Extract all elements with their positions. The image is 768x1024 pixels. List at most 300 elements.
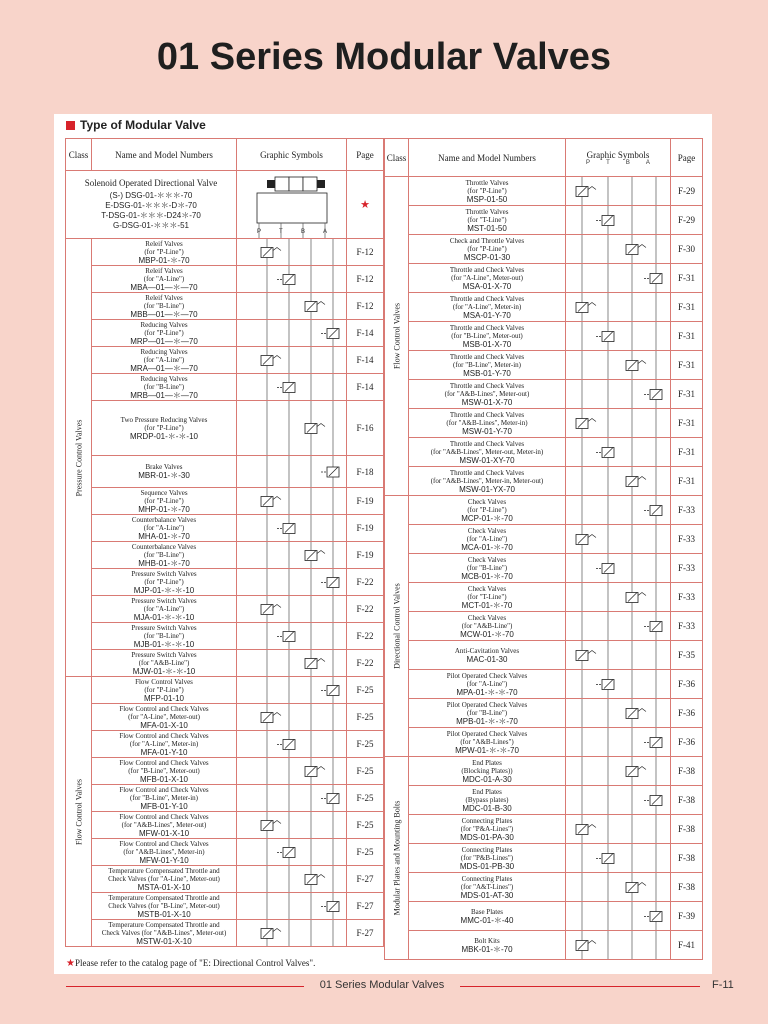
model-number: MRP—01—＊—70 (130, 336, 198, 346)
valve-name: Reducing Valves (140, 374, 188, 383)
footnote (66, 958, 315, 969)
valve-symbol (566, 409, 671, 438)
footnote-text: Please refer to the catalog page of "E: Directional Control Valves". (74, 958, 316, 968)
graphic-symbol-cell (566, 902, 671, 931)
row-page-cell: F-41 (671, 931, 703, 960)
valve-line-note: (for "A-Line") (143, 523, 185, 532)
class-cell (385, 496, 409, 757)
valve-symbol (237, 731, 347, 758)
port-label: P (257, 229, 262, 235)
graphic-symbol-cell (237, 293, 347, 320)
graphic-symbol-cell (566, 641, 671, 670)
valve-symbol (566, 467, 671, 496)
valve-line-note: (for "P-Line") (144, 328, 184, 337)
graphic-symbol-cell (566, 177, 671, 206)
row-name-cell (409, 177, 566, 206)
valve-name: Releif Valves (145, 239, 183, 248)
star-icon: ★ (360, 199, 370, 211)
table-row (385, 786, 703, 815)
valve-symbol (237, 239, 347, 266)
table-row (385, 322, 703, 351)
model-number: MFW-01-X-10 (138, 828, 190, 838)
row-page-cell: F-31 (671, 351, 703, 380)
model-number: MBP-01-＊-70 (138, 255, 190, 265)
graphic-symbol-cell (566, 931, 671, 960)
valve-symbol (566, 873, 671, 902)
solenoid-valve-symbol (237, 171, 347, 239)
graphic-symbol-cell (566, 554, 671, 583)
valve-line-note: (for "B-Line", Meter-out) (128, 766, 200, 775)
model-number: MCT-01-＊-70 (461, 600, 513, 610)
valve-line-note: (for "B-Line") (143, 631, 185, 640)
valve-name: Connecting Plates (461, 874, 513, 883)
graphic-symbol-cell (566, 438, 671, 467)
model-number: MJP-01-＊-＊-10 (133, 585, 195, 595)
valve-line-note: (for "A-Line") (466, 534, 508, 543)
table-row (66, 623, 384, 650)
row-name-cell (409, 293, 566, 322)
table-row (385, 612, 703, 641)
port-t-label: T (606, 159, 610, 166)
row-name-cell (409, 235, 566, 264)
valve-line-note: (for "A&B-Lines", Meter-out, Meter-in) (430, 447, 544, 456)
row-page-cell: F-27 (347, 866, 384, 893)
valve-name: Throttle and Check Valves (449, 381, 525, 390)
row-name-cell (409, 554, 566, 583)
header-symbols-label: Graphic Symbols (586, 149, 650, 160)
model-number: MSB-01-X-70 (462, 339, 512, 349)
graphic-symbol-cell (566, 786, 671, 815)
valve-line-note: (for "A&B-Line") (461, 621, 513, 630)
row-name-cell (409, 757, 566, 786)
valve-symbol (566, 844, 671, 873)
header-page: Page (347, 139, 384, 171)
row-page-cell: F-25 (347, 731, 384, 758)
valve-symbol (566, 728, 671, 757)
class-label: Pressure Control Valves (74, 419, 83, 496)
row-name-cell (92, 293, 237, 320)
spring-mark (638, 593, 646, 596)
valve-line-note: (for "T-Line") (467, 592, 507, 601)
row-page-cell: F-25 (347, 839, 384, 866)
row-page-cell: F-38 (671, 757, 703, 786)
row-name-cell (92, 731, 237, 758)
graphic-symbol-cell (237, 456, 347, 488)
valve-symbol (566, 438, 671, 467)
graphic-symbol-cell (237, 569, 347, 596)
row-name-cell (409, 844, 566, 873)
valve-line-note: (for "A-Line", Meter-in) (129, 739, 199, 748)
valve-symbol (566, 496, 671, 525)
model-number: MRA—01—＊—70 (130, 363, 198, 373)
valve-symbol (237, 488, 347, 515)
valve-name: Releif Valves (145, 266, 183, 275)
valve-name: Throttle Valves (465, 207, 509, 216)
graphic-symbol-cell (237, 320, 347, 347)
valve-symbol (566, 322, 671, 351)
model-number: MPA-01-＊-＊-70 (456, 687, 518, 697)
row-name-cell (409, 612, 566, 641)
row-name-cell (92, 456, 237, 488)
valve-line-note: (for "A-Line") (143, 274, 185, 283)
row-name-cell (409, 786, 566, 815)
table-row (385, 815, 703, 844)
class-label: Modular Plates and Mounting Bolts (392, 800, 401, 916)
valve-line-note: (for "A-Line") (143, 604, 185, 613)
valve-line-note: (for "A-Line", Meter-in) (452, 302, 522, 311)
valve-symbol (566, 380, 671, 409)
row-name-cell (409, 467, 566, 496)
row-name-cell (92, 812, 237, 839)
table-row (385, 931, 703, 960)
page-title: 01 Series Modular Valves (156, 36, 612, 78)
row-page-cell: F-33 (671, 612, 703, 641)
graphic-symbol-cell (237, 731, 347, 758)
class-label: Flow Control Valves (392, 302, 401, 370)
model-number: MSW-01-YX-70 (459, 484, 515, 494)
valve-name: Check Valves (467, 526, 507, 535)
model-number: MSW-01-Y-70 (462, 426, 512, 436)
section-heading-text: Type of Modular Valve (80, 118, 206, 132)
model-number: MSTA-01-X-10 (137, 882, 191, 892)
valve-line-note: (for "A&B-Lines", Meter-in) (123, 847, 205, 856)
valve-line-note: (for "A&B-Lines") (460, 737, 514, 746)
footer-page-number: F-11 (712, 979, 734, 991)
header-name: Name and Model Numbers (92, 139, 237, 171)
valve-symbol (566, 786, 671, 815)
model-number: MJW-01-＊-＊-10 (132, 666, 196, 676)
spring-mark (317, 767, 325, 770)
table-row (385, 235, 703, 264)
model-number: MSP-01-50 (466, 194, 508, 204)
footer-rule-left (66, 986, 304, 987)
row-page-cell: F-38 (671, 786, 703, 815)
row-page-cell: F-12 (347, 239, 384, 266)
row-page-cell: F-36 (671, 670, 703, 699)
row-name-cell (409, 351, 566, 380)
graphic-symbol-cell (566, 583, 671, 612)
table-row (66, 731, 384, 758)
row-name-cell (409, 409, 566, 438)
class-label: Flow Control Valves (74, 778, 83, 845)
graphic-symbol-cell (237, 812, 347, 839)
spring-mark (638, 709, 646, 712)
graphic-symbol-cell (566, 322, 671, 351)
table-row (385, 641, 703, 670)
row-name-cell (92, 374, 237, 401)
spring-mark (273, 713, 281, 716)
row-name-cell (92, 401, 237, 456)
table-row (385, 728, 703, 757)
spring-mark (317, 302, 325, 305)
graphic-symbol-cell (566, 235, 671, 264)
model-number: MCW-01-＊-70 (460, 629, 514, 639)
row-page-cell: F-22 (347, 650, 384, 677)
valve-name: Pilot Operated Check Valves (446, 729, 528, 738)
valve-name: Bolt Kits (474, 936, 500, 945)
valve-symbol (237, 920, 347, 947)
table-row (66, 812, 384, 839)
table-row (385, 583, 703, 612)
valve-name: Reducing Valves (140, 320, 188, 329)
solenoid-mark (267, 180, 275, 188)
model-number: MAC-01-30 (466, 654, 508, 664)
model-number: MSTW-01-X-10 (136, 936, 192, 946)
manifold-outline (257, 193, 327, 223)
valve-name: Sequence Valves (140, 488, 188, 497)
row-name-cell (92, 785, 237, 812)
row-page-cell: F-33 (671, 525, 703, 554)
table-row (66, 569, 384, 596)
spring-mark (317, 659, 325, 662)
graphic-symbol-cell (237, 374, 347, 401)
model-number: MCA-01-＊-70 (461, 542, 513, 552)
spring-mark (273, 821, 281, 824)
spring-mark (317, 424, 325, 427)
graphic-symbol-cell (237, 488, 347, 515)
model-number: MFB-01-Y-10 (140, 801, 188, 811)
valve-symbol (237, 839, 347, 866)
header-class: Class (385, 139, 409, 177)
right-valve-table (384, 138, 703, 960)
valve-name: Two Pressure Reducing Valves (120, 415, 208, 424)
row-page-cell: F-14 (347, 320, 384, 347)
valve-box (275, 177, 289, 191)
valve-name: Brake Valves (145, 463, 183, 471)
valve-name: Check Valves (467, 555, 507, 564)
valve-name: Flow Control and Check Valves (119, 758, 209, 767)
table-header-row (385, 139, 703, 177)
row-page-cell: F-31 (671, 467, 703, 496)
port-b-label: B (625, 159, 630, 166)
valve-line-note: (for "T-Line") (467, 215, 507, 224)
valve-symbol (237, 456, 347, 488)
graphic-symbol-cell (237, 866, 347, 893)
section-heading (66, 118, 206, 132)
valve-symbol (237, 401, 347, 456)
valve-name: Pilot Operated Check Valves (446, 700, 528, 709)
row-name-cell (409, 670, 566, 699)
spring-mark (638, 477, 646, 480)
table-row (66, 650, 384, 677)
table-row (385, 467, 703, 496)
model-number: MFP-01-10 (143, 693, 184, 703)
valve-name: Flow Control and Check Valves (119, 812, 209, 821)
spring-mark (588, 651, 596, 654)
graphic-symbol-cell (237, 347, 347, 374)
footer-rule-right (460, 986, 700, 987)
valve-line-note: (for "B-Line", Meter-in) (453, 360, 521, 369)
graphic-symbol-cell (237, 839, 347, 866)
row-name-cell (409, 641, 566, 670)
row-page-cell: F-27 (347, 893, 384, 920)
row-page-cell: F-25 (347, 812, 384, 839)
table-row (66, 866, 384, 893)
valve-name: Check Valves (467, 497, 507, 506)
row-name-cell (409, 902, 566, 931)
valve-name: Pressure Switch Valves (131, 596, 197, 605)
spring-mark (317, 875, 325, 878)
valve-line-note: (for "A-Line", Meter-out) (128, 712, 200, 721)
class-cell (385, 757, 409, 960)
spring-mark (638, 767, 646, 770)
table-row (66, 293, 384, 320)
row-page-cell: F-29 (671, 177, 703, 206)
row-name-cell (92, 758, 237, 785)
valve-symbol (237, 623, 347, 650)
model-number: MFB-01-X-10 (139, 774, 188, 784)
graphic-symbol-cell (237, 920, 347, 947)
table-row (385, 380, 703, 409)
valve-line-note: (Blocking Plates)) (461, 766, 513, 775)
valve-symbol (566, 583, 671, 612)
valve-symbol (237, 266, 347, 293)
valve-symbol (237, 569, 347, 596)
model-number: MRB—01—＊—70 (130, 390, 198, 400)
table-row (385, 264, 703, 293)
valve-symbol (566, 206, 671, 235)
graphic-symbol-cell (237, 758, 347, 785)
valve-line-note: (for "B-Line", Meter-in) (130, 793, 198, 802)
table-header-row (66, 139, 384, 171)
row-page-cell: F-25 (347, 677, 384, 704)
valve-symbol (237, 542, 347, 569)
model-number: (S-) DSG-01-＊＊＊-70 (109, 191, 193, 200)
valve-name: Throttle Valves (465, 178, 509, 187)
model-number: MHB-01-＊-70 (138, 558, 190, 568)
valve-symbol (566, 177, 671, 206)
valve-line-note: Check Valves (for "A&B-Lines", Meter-out) (101, 928, 227, 937)
table-row (66, 839, 384, 866)
model-number: MDC-01-A-30 (462, 774, 512, 784)
graphic-symbol-cell (237, 785, 347, 812)
model-number: MBR-01-＊-30 (138, 471, 190, 480)
row-page-cell: F-38 (671, 844, 703, 873)
port-a-label: A (645, 159, 650, 166)
valve-name: Pressure Switch Valves (131, 623, 197, 632)
graphic-symbol-cell (237, 623, 347, 650)
graphic-symbol-cell (566, 351, 671, 380)
table-row (385, 902, 703, 931)
spring-mark (273, 497, 281, 500)
model-number: MDS-01-PB-30 (459, 861, 515, 871)
valve-symbol (237, 785, 347, 812)
model-number: MST-01-50 (467, 223, 507, 233)
model-number: MDS-01-AT-30 (460, 890, 514, 900)
row-page-cell: F-31 (671, 409, 703, 438)
graphic-symbol-cell (237, 266, 347, 293)
valve-name: Temperature Compensated Throttle and (108, 920, 220, 929)
row-name-cell (409, 438, 566, 467)
graphic-symbol-cell (566, 699, 671, 728)
graphic-symbol-cell (566, 815, 671, 844)
model-number: MFW-01-Y-10 (139, 855, 189, 865)
table-row (66, 542, 384, 569)
valve-line-note: (for "P-Line") (467, 505, 507, 514)
valve-name: Throttle and Check Valves (449, 323, 525, 332)
row-name-cell (409, 931, 566, 960)
model-number: MBK-01-＊-70 (461, 944, 513, 954)
table-row (385, 496, 703, 525)
valve-line-note: (for "P&A-Lines") (460, 824, 514, 833)
graphic-symbol-cell (237, 515, 347, 542)
model-number: E-DSG-01-＊＊＊-D＊-70 (105, 201, 197, 210)
valve-box (289, 177, 303, 191)
red-square-icon (66, 121, 75, 130)
row-name-cell (92, 677, 237, 704)
graphic-symbol-cell (566, 873, 671, 902)
valve-symbol (566, 525, 671, 554)
model-number: MSB-01-Y-70 (463, 368, 511, 378)
table-row (66, 401, 384, 456)
row-page-cell: F-33 (671, 496, 703, 525)
row-page-cell: F-18 (347, 456, 384, 488)
row-name-cell (92, 893, 237, 920)
graphic-symbol-cell (566, 293, 671, 322)
valve-line-note: (for "B-Line") (466, 708, 508, 717)
model-number: MBB—01—＊—70 (130, 309, 198, 319)
row-name-cell (409, 583, 566, 612)
model-number: MSCP-01-30 (463, 252, 511, 262)
graphic-symbol-cell (566, 612, 671, 641)
valve-line-note: Check Valves (for "B-Line", Meter-out) (108, 901, 220, 910)
table-row (385, 206, 703, 235)
table-row (385, 670, 703, 699)
valve-symbol (237, 758, 347, 785)
row-name-cell (92, 920, 237, 947)
valve-name: Pressure Switch Valves (131, 569, 197, 578)
row-page-cell (347, 171, 384, 239)
model-number: MJA-01-＊-＊-10 (133, 612, 195, 622)
row-page-cell: F-22 (347, 569, 384, 596)
row-page-cell: F-22 (347, 623, 384, 650)
row-page-cell: F-31 (671, 322, 703, 351)
row-page-cell: F-25 (347, 785, 384, 812)
valve-name: Throttle and Check Valves (449, 439, 525, 448)
row-name-cell (92, 347, 237, 374)
valve-line-note: (for "A&B-Lines", Meter-out) (444, 389, 530, 398)
model-number: MPB-01-＊-＊-70 (456, 716, 518, 726)
row-name-cell (409, 496, 566, 525)
valve-name: Pressure Switch Valves (131, 650, 197, 659)
model-number: MSW-01-X-70 (461, 397, 513, 407)
valve-name: Counterbalance Valves (131, 515, 197, 524)
table-row (385, 757, 703, 786)
row-name-cell (409, 699, 566, 728)
table-row (66, 704, 384, 731)
valve-name: Anti-Cavitation Valves (454, 646, 520, 655)
table-row (66, 920, 384, 947)
row-name-cell (92, 704, 237, 731)
graphic-symbol-cell (237, 650, 347, 677)
valve-symbol (566, 554, 671, 583)
spring-mark (273, 248, 281, 251)
spring-mark (588, 419, 596, 422)
valve-symbol (237, 374, 347, 401)
spring-mark (588, 535, 596, 538)
valve-name: Pilot Operated Check Valves (446, 671, 528, 680)
row-name-cell (92, 596, 237, 623)
row-page-cell: F-38 (671, 873, 703, 902)
model-number: G-DSG-01-＊＊＊-51 (112, 221, 189, 230)
graphic-symbol-cell (566, 496, 671, 525)
row-page-cell: F-30 (671, 235, 703, 264)
spring-mark (273, 929, 281, 932)
valve-name: Throttle and Check Valves (449, 410, 525, 419)
row-page-cell: F-31 (671, 293, 703, 322)
row-page-cell: F-33 (671, 554, 703, 583)
model-number: MSW-01-XY-70 (459, 455, 515, 465)
